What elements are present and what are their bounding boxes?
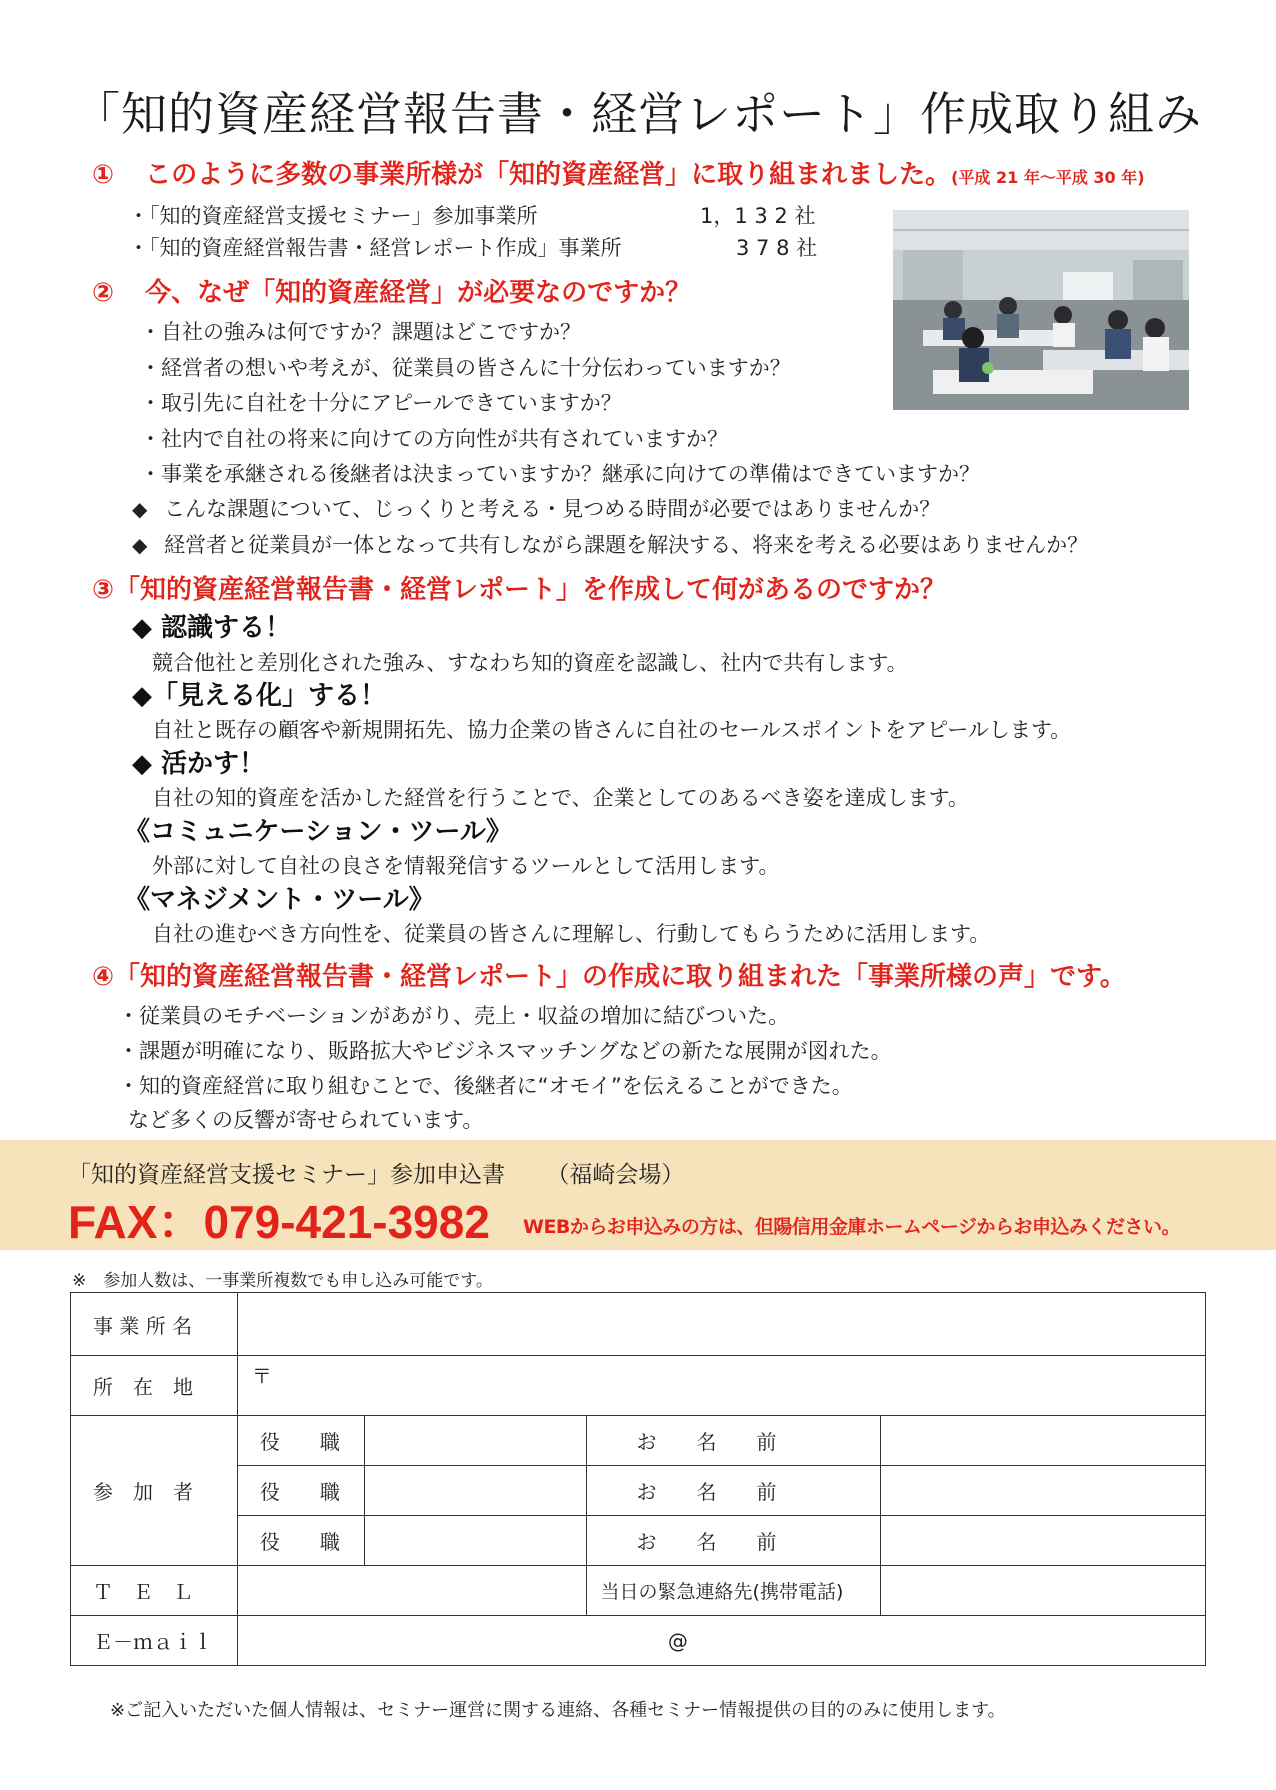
section1-heading bbox=[92, 154, 1145, 191]
section2-item: ・経営者の想いや考えが、従業員の皆さんに十分伝わっていますか？ bbox=[140, 356, 791, 380]
section1-number: ① bbox=[92, 160, 115, 190]
form-note: ※ 参加人数は、一事業所複数でも申し込み可能です。 bbox=[72, 1271, 493, 1291]
tool-title: 《コミュニケーション・ツール》 bbox=[124, 817, 512, 847]
section2-heading bbox=[92, 272, 691, 309]
fax-number: FAX：079-421-3982 bbox=[68, 1196, 490, 1248]
name-input[interactable] bbox=[881, 1516, 1206, 1566]
section1-count: 1，1 3 2 社 bbox=[700, 204, 816, 228]
position-label: 役 職 bbox=[237, 1466, 364, 1516]
form-row-address bbox=[71, 1356, 1206, 1416]
company-input[interactable] bbox=[237, 1293, 1205, 1356]
voice-item: ・課題が明確になり、販路拡大やビジネスマッチングなどの新たな展開が図れた。 bbox=[118, 1039, 892, 1063]
emergency-input[interactable] bbox=[881, 1566, 1206, 1616]
section2-red-item bbox=[132, 529, 1088, 559]
section1-title: このように多数の事業所様が「知的資産経営」に取り組まれました。 bbox=[145, 160, 952, 190]
email-label: Ｅ－ｍａｉｌ bbox=[71, 1616, 238, 1666]
name-input[interactable] bbox=[881, 1466, 1206, 1516]
section2-red-text: 経営者と従業員が一体となって共有しながら課題を解決する、将来を考える必要はありませんか？ bbox=[164, 533, 1089, 557]
page-title: 「知的資産経営報告書・経営レポート」作成取り組み bbox=[74, 87, 1202, 141]
postal-mark: 〒 bbox=[251, 1364, 272, 1388]
section2-red-item bbox=[132, 493, 940, 523]
address-input[interactable] bbox=[237, 1356, 1205, 1416]
web-apply-note: WEBからお申込みの方は、但陽信用金庫ホームページからお申込みください。 bbox=[523, 1216, 1181, 1238]
emergency-label: 当日の緊急連絡先(携帯電話) bbox=[586, 1566, 881, 1616]
name-input[interactable] bbox=[881, 1416, 1206, 1466]
application-title-text: 「知的資産経営支援セミナー」参加申込書 bbox=[68, 1162, 505, 1188]
tel-input[interactable] bbox=[237, 1566, 586, 1616]
tool-title: 《マネジメント・ツール》 bbox=[124, 885, 435, 915]
tel-label: Ｔ Ｅ Ｌ bbox=[71, 1566, 238, 1616]
diamond-bullet-icon: ◆ bbox=[132, 533, 148, 557]
application-venue: （福崎会場） bbox=[546, 1162, 685, 1188]
section2-item: ・事業を承継される後継者は決まっていますか？継承に向けての準備はできていますか？ bbox=[140, 462, 980, 486]
section2-item: ・自社の強みは何ですか？課題はどこですか？ bbox=[140, 320, 581, 344]
position-label: 役 職 bbox=[237, 1516, 364, 1566]
company-label: 事 業 所 名 bbox=[71, 1293, 238, 1356]
application-form bbox=[70, 1292, 1206, 1666]
form-row-participant bbox=[71, 1466, 1206, 1516]
section3-heading: ③「知的資産経営報告書・経営レポート」を作成して何があるのですか？ bbox=[92, 575, 947, 605]
email-input[interactable] bbox=[237, 1616, 1205, 1666]
position-input[interactable] bbox=[364, 1466, 586, 1516]
benefit-title: ◆ 認識する！ bbox=[132, 613, 292, 643]
application-title bbox=[68, 1156, 684, 1189]
name-label: お 名 前 bbox=[586, 1516, 881, 1566]
form-row-participant bbox=[71, 1416, 1206, 1466]
benefit-text: 自社の知的資産を活かした経営を行うことで、企業としてのあるべき姿を達成します。 bbox=[152, 786, 969, 810]
section4-heading: ④「知的資産経営報告書・経営レポート」の作成に取り組まれた「事業所様の声」です。 bbox=[92, 962, 1126, 992]
form-row-participant bbox=[71, 1516, 1206, 1566]
position-label: 役 職 bbox=[237, 1416, 364, 1466]
name-label: お 名 前 bbox=[586, 1466, 881, 1516]
benefit-title: ◆ 活かす！ bbox=[132, 749, 266, 779]
section2-number: ② bbox=[92, 278, 115, 308]
section1-count: 3 7 8 社 bbox=[736, 236, 818, 260]
benefit-text: 自社と既存の顧客や新規開拓先、協力企業の皆さんに自社のセールスポイントをアピールします。 bbox=[152, 718, 1072, 742]
form-row-company bbox=[71, 1293, 1206, 1356]
position-input[interactable] bbox=[364, 1516, 586, 1566]
at-mark: @ bbox=[667, 1628, 688, 1653]
participant-label: 参 加 者 bbox=[71, 1416, 238, 1566]
form-row-email bbox=[71, 1616, 1206, 1666]
diamond-bullet-icon: ◆ bbox=[132, 497, 148, 521]
section1-item: ・「知的資産経営報告書・経営レポート作成」事業所 bbox=[128, 236, 622, 260]
seminar-photo bbox=[893, 210, 1189, 410]
section2-item: ・社内で自社の将来に向けての方向性が共有されていますか？ bbox=[140, 427, 728, 451]
section2-title: 今、なぜ「知的資産経営」が必要なのですか？ bbox=[145, 278, 692, 308]
tool-text: 自社の進むべき方向性を、従業員の皆さんに理解し、行動してもらうために活用します。 bbox=[152, 922, 991, 946]
address-label: 所 在 地 bbox=[71, 1356, 238, 1416]
privacy-footer: ※ご記入いただいた個人情報は、セミナー運営に関する連絡、各種セミナー情報提供の目的のみに使用します。 bbox=[110, 1700, 1006, 1721]
voice-item: ・知的資産経営に取り組むことで、後継者に“オモイ”を伝えることができた。 bbox=[118, 1074, 853, 1098]
benefit-text: 競合他社と差別化された強み、すなわち知的資産を認識し、社内で共有します。 bbox=[152, 651, 908, 675]
form-row-tel bbox=[71, 1566, 1206, 1616]
section2-item: ・取引先に自社を十分にアピールできていますか？ bbox=[140, 391, 622, 415]
position-input[interactable] bbox=[364, 1416, 586, 1466]
voice-summary: など多くの反響が寄せられています。 bbox=[128, 1108, 484, 1132]
name-label: お 名 前 bbox=[586, 1416, 881, 1466]
benefit-title: ◆「見える化」する！ bbox=[132, 681, 386, 711]
voice-item: ・従業員のモチベーションがあがり、売上・収益の増加に結びついた。 bbox=[118, 1004, 790, 1028]
section2-red-text: こんな課題について、じっくりと考える・見つめる時間が必要ではありませんか？ bbox=[164, 497, 941, 521]
section1-period: (平成 21 年〜平成 30 年) bbox=[951, 168, 1145, 187]
tool-text: 外部に対して自社の良さを情報発信するツールとして活用します。 bbox=[152, 854, 780, 878]
seminar-photo-image bbox=[893, 210, 1189, 410]
section1-item: ・「知的資産経営支援セミナー」参加事業所 bbox=[128, 204, 538, 228]
